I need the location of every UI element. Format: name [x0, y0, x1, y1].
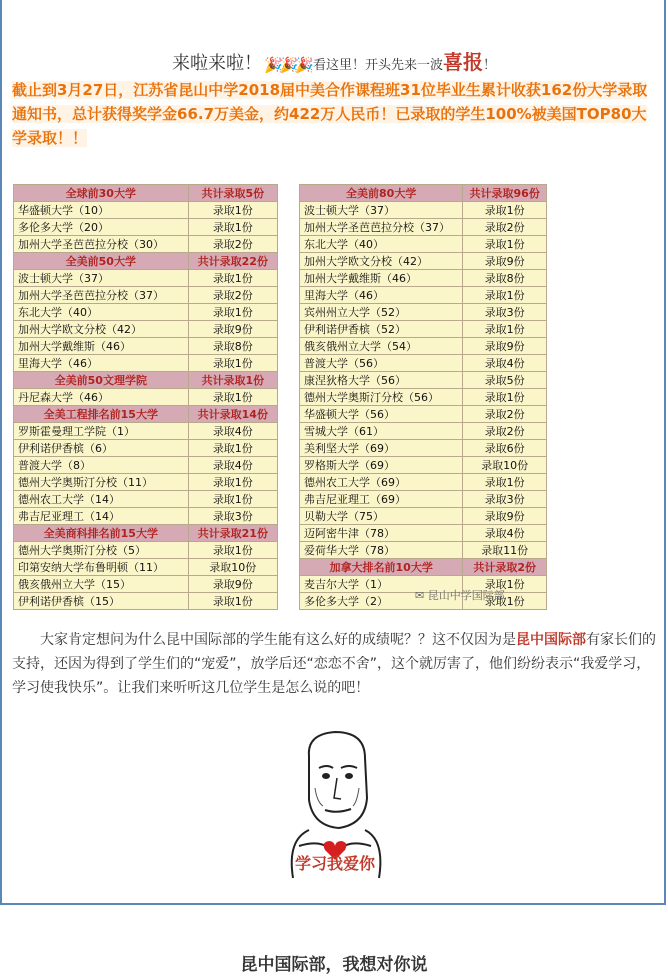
table-row [300, 491, 547, 508]
admission-count: 录取1份 [463, 202, 547, 219]
university-name: 雪城大学（61） [300, 423, 463, 440]
university-name: 罗格斯大学（69） [300, 457, 463, 474]
university-name: 华盛顿大学（56） [300, 406, 463, 423]
table-group-header [14, 185, 278, 202]
paragraph-before: 大家肯定想问为什么昆中国际部的学生能有这么好的成绩呢？？这不仅因为是 [40, 632, 516, 648]
admission-count: 录取1份 [463, 576, 547, 593]
group-title: 全美前50大学 [14, 253, 189, 270]
admission-count: 录取1份 [463, 287, 547, 304]
university-name: 里海大学（46） [14, 355, 189, 372]
admission-count: 录取1份 [188, 474, 277, 491]
table-row [300, 457, 547, 474]
university-name: 弗吉尼亚理工（14） [14, 508, 189, 525]
university-name: 波士顿大学（37） [300, 202, 463, 219]
admission-count: 录取1份 [188, 440, 277, 457]
paragraph-after: 有家长们的支持，还因为得到了学生们的“宠爱”，放学后还“恋恋不舍”，这个就厉害了，他们纷纷表示“我爱学习，学习使我快乐”。让我们来听听这几位学生是怎么说的吧！ [12, 632, 656, 696]
university-name: 加州大学圣芭芭拉分校（30） [14, 236, 189, 253]
admission-count: 录取10份 [463, 457, 547, 474]
admission-count: 录取9份 [463, 338, 547, 355]
table-row [300, 542, 547, 559]
university-name: 爱荷华大学（78） [300, 542, 463, 559]
table-row [14, 338, 278, 355]
group-total: 共计录取14份 [188, 406, 277, 423]
university-name: 加州大学戴维斯（46） [300, 270, 463, 287]
university-name: 加州大学圣芭芭拉分校（37） [14, 287, 189, 304]
section-title: 昆中国际部，我想对你说 [240, 955, 428, 975]
table-row [14, 287, 278, 304]
admission-count: 录取4份 [463, 355, 547, 372]
university-name: 印第安纳大学布鲁明顿（11） [14, 559, 189, 576]
admission-count: 录取9份 [188, 576, 277, 593]
admission-count: 录取4份 [188, 457, 277, 474]
table-row [14, 542, 278, 559]
headline-part1: 来啦来啦！ [171, 53, 262, 74]
university-name: 罗斯霍曼理工学院（1） [14, 423, 189, 440]
table-group-header [300, 559, 547, 576]
admission-count: 录取1份 [463, 321, 547, 338]
table-row [14, 236, 278, 253]
university-name: 伊利诺伊香槟（15） [14, 593, 189, 610]
admission-count: 录取1份 [463, 474, 547, 491]
admission-count: 录取3份 [463, 304, 547, 321]
admissions-table-left [13, 184, 278, 610]
group-total: 共计录取2份 [463, 559, 547, 576]
wechat-icon: ✉ [415, 589, 425, 602]
table-group-header [14, 253, 278, 270]
table-row [300, 474, 547, 491]
table-row [300, 338, 547, 355]
body-paragraph [12, 628, 657, 700]
table-row [14, 508, 278, 525]
university-name: 加州大学欧文分校（42） [300, 253, 463, 270]
table-row [300, 525, 547, 542]
admission-count: 录取2份 [463, 406, 547, 423]
admission-count: 录取4份 [188, 423, 277, 440]
table-row [300, 406, 547, 423]
table-row [14, 559, 278, 576]
university-name: 普渡大学（8） [14, 457, 189, 474]
admission-count: 录取9份 [463, 508, 547, 525]
table-row [300, 236, 547, 253]
admission-count: 录取1份 [188, 542, 277, 559]
university-name: 华盛顿大学（10） [14, 202, 189, 219]
table-row [300, 219, 547, 236]
table-row [300, 202, 547, 219]
table-row [300, 372, 547, 389]
table-row [300, 270, 547, 287]
university-name: 德州大学奥斯汀分校（11） [14, 474, 189, 491]
admission-count: 录取3份 [188, 508, 277, 525]
group-title: 全美商科排名前15大学 [14, 525, 189, 542]
university-name: 德州农工大学（69） [300, 474, 463, 491]
group-title: 加拿大排名前10大学 [300, 559, 463, 576]
table-row [14, 423, 278, 440]
table-row [300, 423, 547, 440]
university-name: 迈阿密牛津（78） [300, 525, 463, 542]
university-name: 多伦多大学（20） [14, 219, 189, 236]
university-name: 东北大学（40） [14, 304, 189, 321]
admission-count: 录取10份 [188, 559, 277, 576]
university-name: 康涅狄格大学（56） [300, 372, 463, 389]
university-name: 麦吉尔大学（1） [300, 576, 463, 593]
university-name: 丹尼森大学（46） [14, 389, 189, 406]
table-row [300, 440, 547, 457]
table-row [300, 508, 547, 525]
table-group-header [14, 525, 278, 542]
meme-caption: 学习我爱你 [294, 854, 375, 873]
group-total: 共计录取22份 [188, 253, 277, 270]
university-name: 美利坚大学（69） [300, 440, 463, 457]
table-row [14, 593, 278, 610]
group-total: 共计录取1份 [188, 372, 277, 389]
group-title: 全球前30大学 [14, 185, 189, 202]
university-name: 宾州州立大学（52） [300, 304, 463, 321]
group-title: 全美工程排名前15大学 [14, 406, 189, 423]
university-name: 多伦多大学（2） [300, 593, 463, 610]
intro-announcement [12, 78, 660, 150]
admission-count: 录取1份 [463, 389, 547, 406]
table-row [300, 304, 547, 321]
university-name: 加州大学圣芭芭拉分校（37） [300, 219, 463, 236]
admission-count: 录取3份 [463, 491, 547, 508]
intro-text: 截止到3月27日，江苏省昆山中学2018届中美合作课程班31位毕业生累计收获162份大学录取通知书，总计获得奖学金66.7万美金，约422万人民币！已录取的学生100%被美国TOP80大学录取！！ [12, 81, 648, 147]
watermark [415, 587, 505, 603]
watermark-text: 昆山中学国际部 [427, 589, 505, 602]
university-name: 伊利诺伊香槟（52） [300, 321, 463, 338]
table-row [14, 389, 278, 406]
university-name: 德州大学奥斯汀分校（5） [14, 542, 189, 559]
group-total: 共计录取96份 [463, 185, 547, 202]
admission-count: 录取2份 [463, 423, 547, 440]
university-name: 俄亥俄州立大学（15） [14, 576, 189, 593]
university-name: 普渡大学（56） [300, 355, 463, 372]
admission-count: 录取1份 [188, 219, 277, 236]
headline-part3: ！ [483, 58, 497, 73]
headline-emphasis: 喜报 [443, 50, 484, 74]
table-row [14, 474, 278, 491]
group-total: 共计录取5份 [188, 185, 277, 202]
admission-count: 录取9份 [188, 321, 277, 338]
table-row [14, 355, 278, 372]
admission-count: 录取1份 [463, 593, 547, 610]
university-name: 德州农工大学（14） [14, 491, 189, 508]
admission-count: 录取4份 [463, 525, 547, 542]
table-row [300, 321, 547, 338]
table-row [14, 304, 278, 321]
admission-count: 录取2份 [188, 236, 277, 253]
party-popper-icon: 🎉🎉🎉 [263, 56, 311, 74]
group-total: 共计录取21份 [188, 525, 277, 542]
university-name: 德州大学奥斯汀分校（56） [300, 389, 463, 406]
admission-count: 录取1份 [188, 355, 277, 372]
group-title: 全美前80大学 [300, 185, 463, 202]
university-name: 弗吉尼亚理工（69） [300, 491, 463, 508]
university-name: 里海大学（46） [300, 287, 463, 304]
headline-part2: 看这里！开头先来一波 [313, 58, 444, 73]
table-row [300, 287, 547, 304]
admission-count: 录取6份 [463, 440, 547, 457]
admission-count: 录取1份 [188, 202, 277, 219]
admission-count: 录取8份 [188, 338, 277, 355]
admission-count: 录取2份 [463, 219, 547, 236]
admission-count: 录取1份 [188, 304, 277, 321]
university-name: 贝勒大学（75） [300, 508, 463, 525]
university-name: 加州大学戴维斯（46） [14, 338, 189, 355]
table-row [14, 576, 278, 593]
table-row [300, 355, 547, 372]
university-name: 东北大学（40） [300, 236, 463, 253]
table-row [14, 457, 278, 474]
admission-count: 录取11份 [463, 542, 547, 559]
table-row [14, 219, 278, 236]
table-row [14, 270, 278, 287]
table-row [300, 253, 547, 270]
group-title: 全美前50文理学院 [14, 372, 189, 389]
admission-count: 录取5份 [463, 372, 547, 389]
table-group-header [300, 185, 547, 202]
admissions-tables [13, 184, 647, 615]
admission-count: 录取9份 [463, 253, 547, 270]
table-row [300, 389, 547, 406]
paragraph-highlight: 昆中国际部 [516, 632, 586, 648]
table-row [14, 491, 278, 508]
headline [0, 46, 668, 75]
admission-count: 录取1份 [463, 236, 547, 253]
table-group-header [14, 372, 278, 389]
meme-face [309, 732, 367, 828]
admission-count: 录取2份 [188, 287, 277, 304]
admission-count: 录取8份 [463, 270, 547, 287]
university-name: 伊利诺伊香槟（6） [14, 440, 189, 457]
admissions-table-right [299, 184, 547, 610]
table-row [14, 202, 278, 219]
admission-count: 录取1份 [188, 593, 277, 610]
admission-count: 录取1份 [188, 491, 277, 508]
table-row [14, 440, 278, 457]
university-name: 波士顿大学（37） [14, 270, 189, 287]
table-row [14, 321, 278, 338]
university-name: 俄亥俄州立大学（54） [300, 338, 463, 355]
table-group-header [14, 406, 278, 423]
university-name: 加州大学欧文分校（42） [14, 321, 189, 338]
admission-count: 录取1份 [188, 389, 277, 406]
admission-count: 录取1份 [188, 270, 277, 287]
